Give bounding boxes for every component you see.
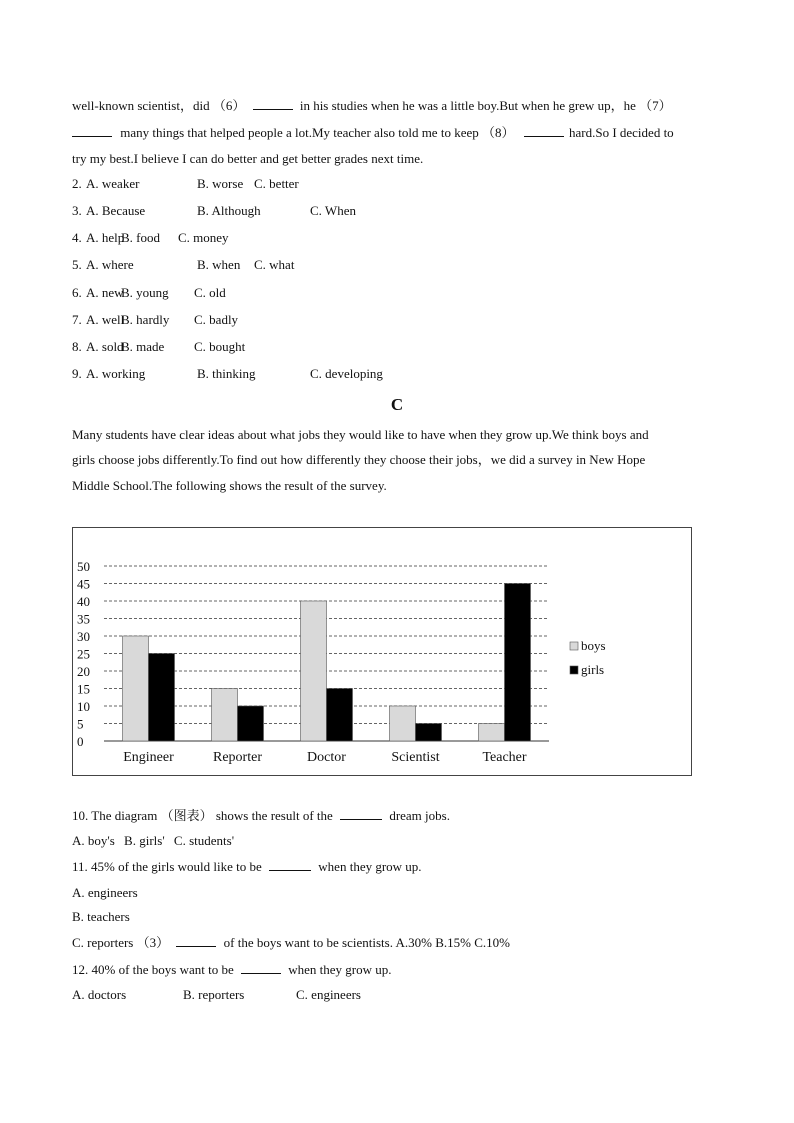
option-a: A. weaker [86,176,140,191]
option-b: B. young [121,285,169,300]
bar-girls-teacher [505,584,531,742]
legend-swatch-boys [570,642,578,650]
question-number: 4. [72,230,82,245]
question-11 [72,858,422,875]
x-tick-label: Reporter [213,750,262,765]
passage-line-1 [72,97,672,114]
question-number: 6. [72,285,82,300]
question-number: 2. [72,176,82,191]
y-tick-label: 0 [77,734,84,749]
bar-boys-doctor [301,601,327,741]
question-number: 9. [72,366,82,381]
bar-girls-scientist [416,724,442,742]
option-a: A. where [86,257,134,272]
option-a: A. boy's [72,833,115,848]
bar-boys-reporter [212,689,238,742]
option-c: C. engineers [296,987,361,1002]
option-b: B. food [121,230,160,245]
question-text: 10. The diagram （图表） shows the result of the [72,808,333,823]
intro-line-3: Middle School.The following shows the result of the survey. [72,478,387,493]
question-10 [72,807,450,824]
question-text: 11. 45% of the girls would like to be [72,859,262,874]
option-a: A. doctors [72,987,127,1002]
option-c: C. old [194,285,226,300]
legend-label-girls: girls [581,662,605,677]
question-text: when they grow up. [318,859,422,874]
bar-chart-frame [72,527,692,776]
section-heading: C [390,395,404,414]
passage-text: many things that helped people a lot.My teacher also told me to keep （8） [120,125,515,140]
y-tick-label: 10 [77,699,90,714]
question-11-option-c [72,934,510,951]
option-c: C. bought [194,339,246,354]
option-b: B. hardly [121,312,170,327]
question-12-options [72,987,361,1003]
question-text: of the boys want to be scientists. A.30% B.15% C.10% [223,935,510,950]
y-tick-label: 30 [77,629,90,644]
passage-text: hard.So I decided to [568,125,674,140]
question-8 [72,339,245,355]
option-a: A. Because [86,203,146,218]
x-tick-label: Engineer [123,750,174,765]
option-b: B. worse [197,176,244,191]
option-a: A. sold [86,339,124,354]
y-tick-label: 5 [77,716,84,732]
bar-girls-reporter [238,706,264,741]
answer-blank-q11 [269,858,311,871]
question-text: when they grow up. [288,962,392,977]
answer-blank-7 [72,124,112,137]
y-tick-label: 15 [77,681,90,697]
question-4 [72,230,229,246]
question-11-option-b: B. teachers [72,909,130,924]
option-c: C. developing [310,366,383,381]
legend-swatch-girls [570,666,578,674]
y-tick-label: 45 [77,576,90,592]
option-a: A. help [86,230,125,245]
passage-line-2 [72,124,674,141]
question-6 [72,285,226,301]
answer-blank-8 [524,124,564,137]
question-5 [72,257,294,273]
option-a: A. well [86,312,125,327]
question-9 [72,366,383,382]
question-text: C. reporters （3） [72,935,170,950]
y-tick-label: 50 [77,559,90,574]
answer-blank-6 [253,97,293,110]
question-10-options [72,833,234,849]
x-tick-label: Doctor [307,750,346,765]
option-c: C. what [254,257,295,272]
option-c: C. badly [194,312,239,327]
bar-girls-engineer [149,654,175,742]
question-number: 8. [72,339,82,354]
legend-label-boys: boys [581,638,606,653]
option-b: B. reporters [183,987,245,1002]
option-c: C. When [310,203,356,218]
option-a: A. new [86,285,124,300]
bar-girls-doctor [327,689,353,742]
option-b: B. when [197,257,241,272]
option-b: B. made [121,339,165,354]
passage-text: in his studies when he was a little boy.But when he grew up，he （7） [299,98,672,113]
intro-line-1: Many students have clear ideas about what jobs they would like to have when they grow up.We think boys and [72,427,649,442]
y-tick-label: 25 [77,646,90,662]
y-tick-label: 40 [77,594,90,609]
question-text: dream jobs. [389,808,450,823]
answer-blank-q12 [241,961,281,974]
y-tick-label: 20 [77,664,90,679]
question-number: 3. [72,203,82,218]
answer-blank-q10 [340,807,382,820]
bar-boys-scientist [390,706,416,741]
bar-boys-engineer [123,636,149,741]
question-2 [72,176,299,192]
intro-line-2: girls choose jobs differently.To find out how differently they choose their jobs，we did a survey in New Hope [72,452,646,467]
passage-line-3: try my best.I believe I can do better and get better grades next time. [72,151,424,166]
question-11-option-a: A. engineers [72,885,138,900]
answer-blank-3 [176,934,216,947]
x-tick-label: Scientist [391,750,440,765]
option-c: C. students' [173,833,235,848]
bar-chart [73,528,691,775]
question-12 [72,961,392,978]
option-c: C. better [254,176,299,191]
bar-boys-teacher [479,724,505,742]
option-c: C. money [178,230,229,245]
question-number: 7. [72,312,82,327]
option-b: B. thinking [197,366,256,381]
y-tick-label: 35 [77,611,90,627]
question-number: 5. [72,257,82,272]
option-b: B. Although [197,203,261,218]
question-7 [72,312,238,328]
x-tick-label: Teacher [482,750,527,765]
passage-text: well-known scientist，did （6） [72,98,246,113]
option-b: B. girls' [124,833,165,848]
question-3 [72,203,356,219]
option-a: A. working [86,366,146,381]
question-text: 12. 40% of the boys want to be [72,962,234,977]
